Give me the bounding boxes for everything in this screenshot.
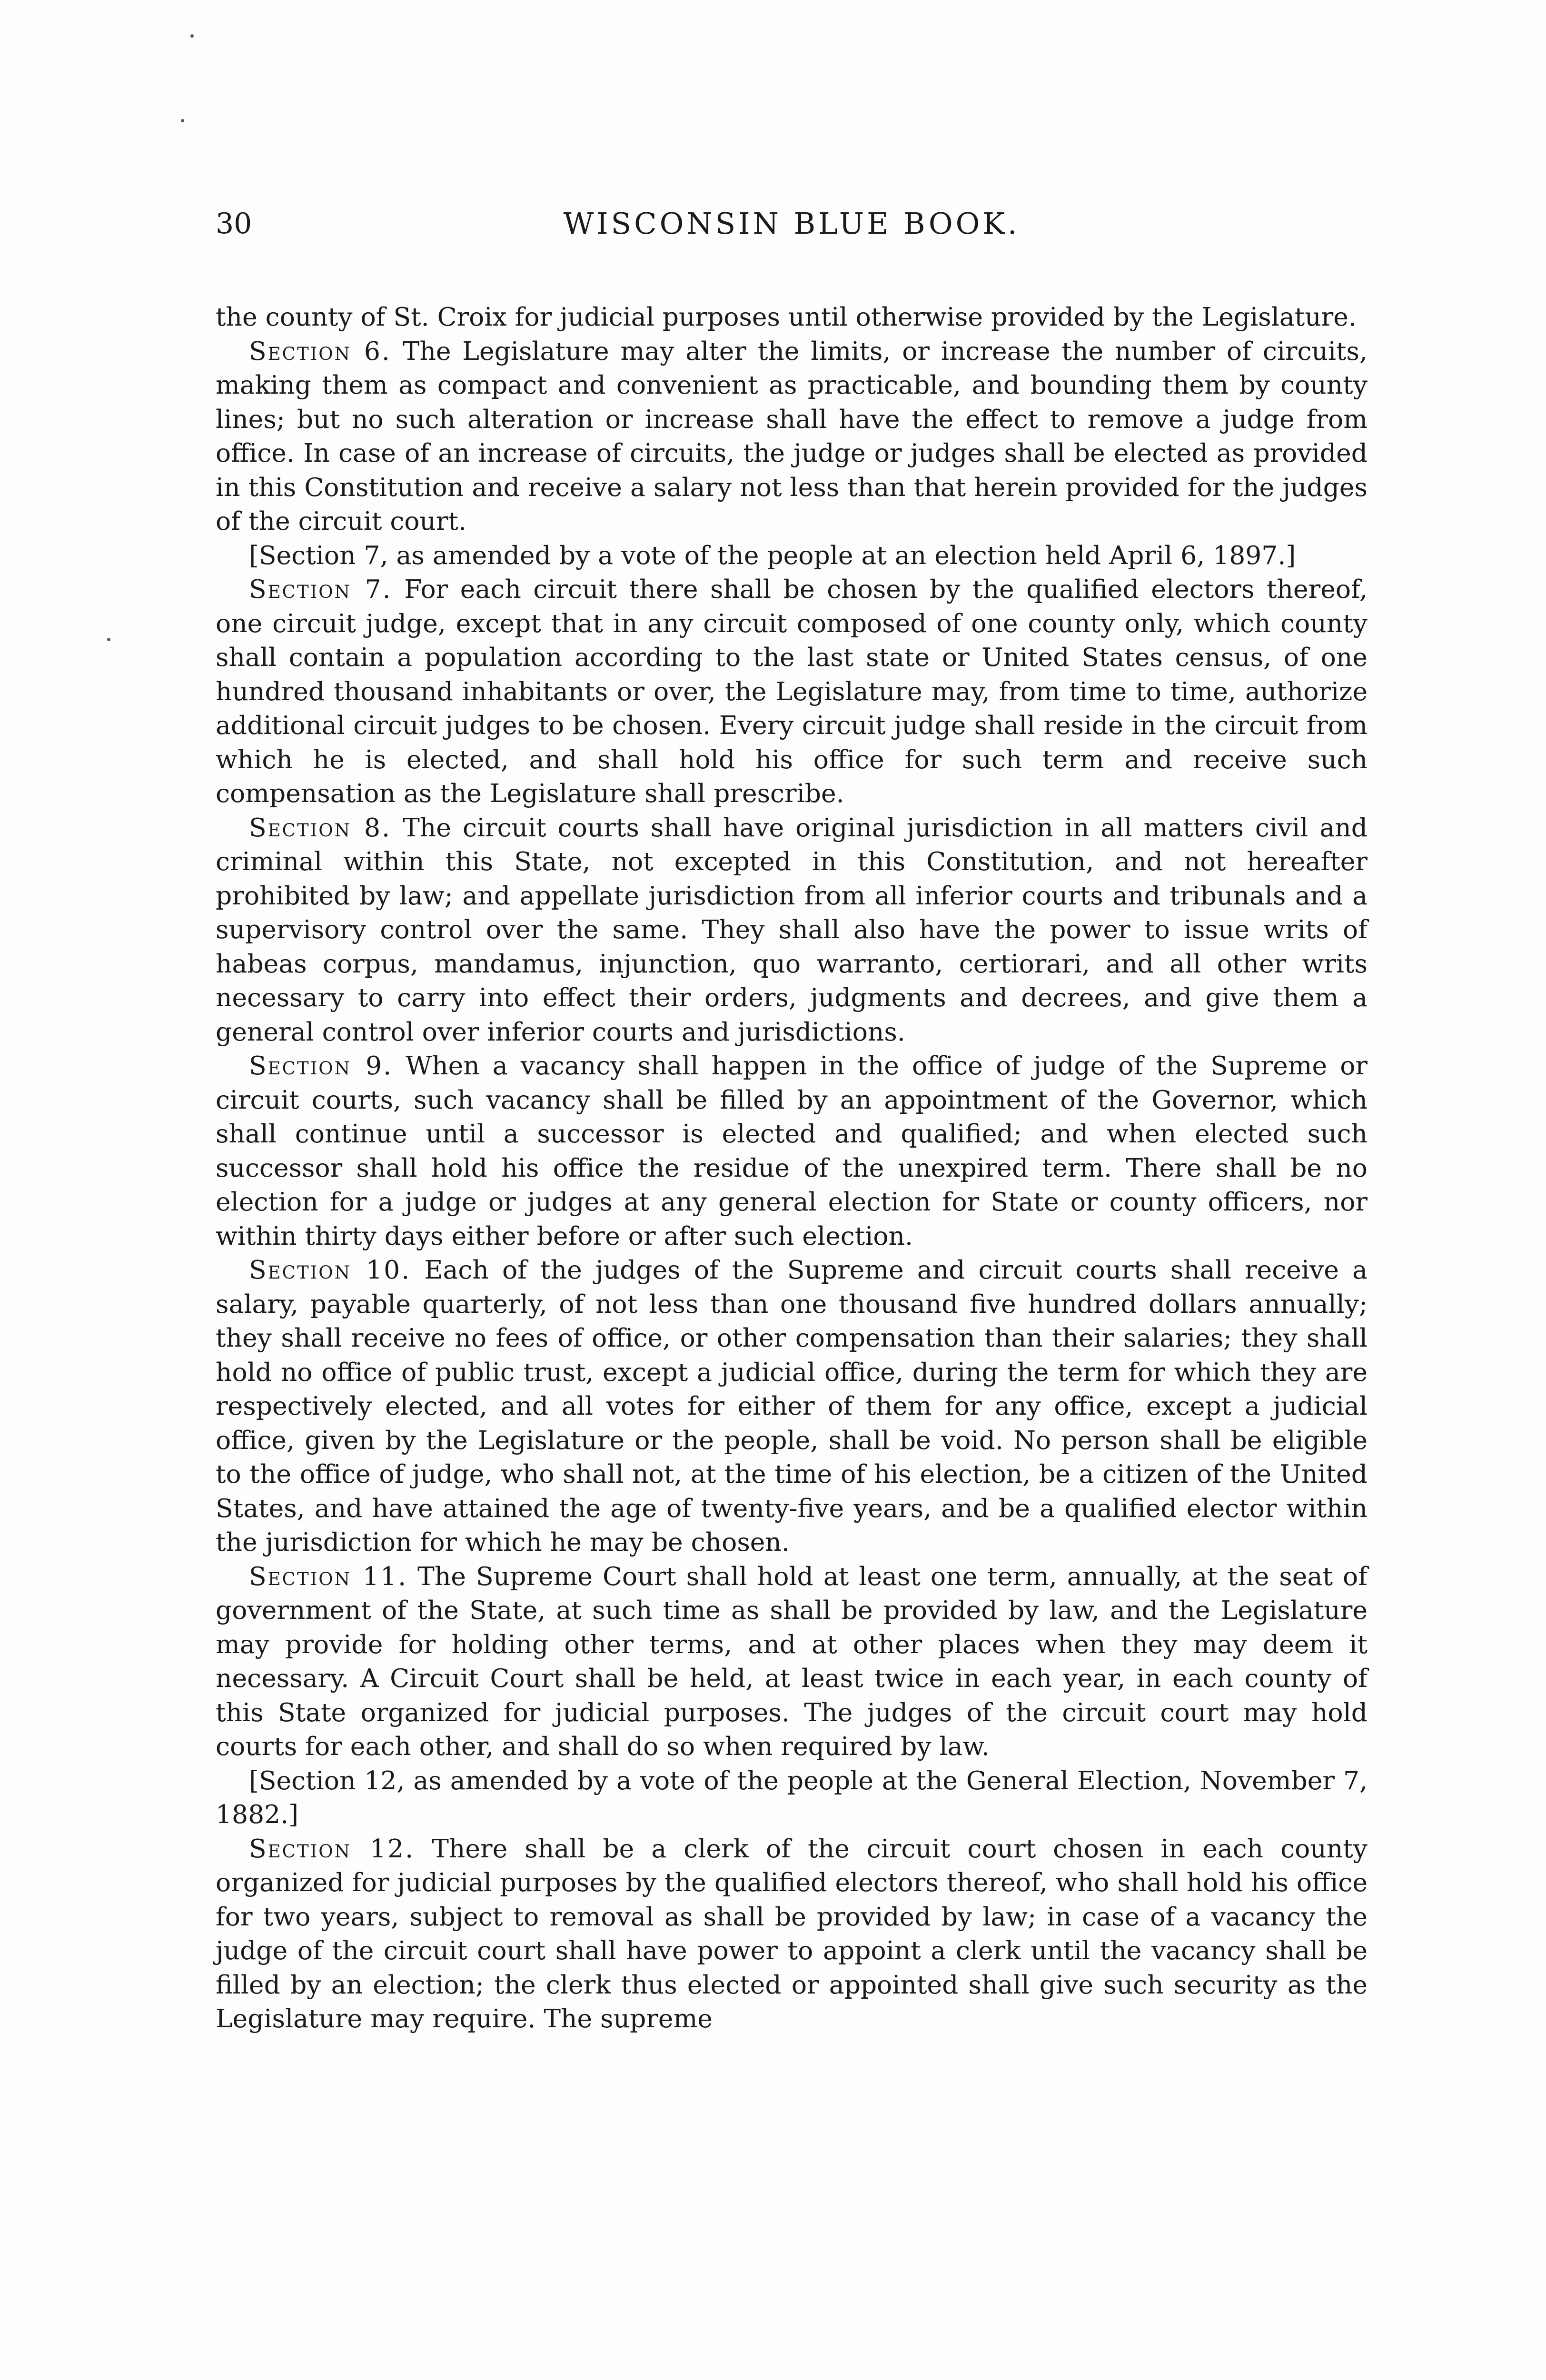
section-10-paragraph	[216, 1253, 1368, 1559]
amendment-text: [Section 7, as amended by a vote of the people at an election held April 6, 1897.]	[249, 540, 1296, 570]
page-header	[216, 200, 1368, 257]
amendment-text: [Section 12, as amended by a vote of the people at the General Election, November 7, 1882.]	[216, 1765, 1368, 1829]
paragraph-text: the county of St. Croix for judicial purposes until otherwise provided by the Legislature.	[216, 302, 1357, 332]
section-7-paragraph	[216, 572, 1368, 811]
section-label: Section 12.	[249, 1833, 415, 1864]
print-speck	[107, 638, 110, 641]
section-text: The Supreme Court shall hold at least one term, annually, at the seat of government of the State, at such time as shall be provided by law, and the Legislature may provide for holding other terms, and at other places when they may deem it necessary. A Circuit Court shall be held, at least twice in each year, in each county of this State organized for judicial purposes. The judges of the circuit court may hold courts for each other, and shall do so when required by law.	[216, 1561, 1368, 1761]
print-speck	[181, 119, 184, 122]
paragraph-continuation	[216, 300, 1368, 334]
section-label: Section 6.	[249, 336, 391, 366]
section-12-paragraph	[216, 1832, 1368, 2036]
section-text: The circuit courts shall have original jurisdiction in all matters civil and criminal within this State, not excepted in this Constitution, and not hereafter prohibited by law; and appellate jurisdiction from all inferior courts and tribunals and a supervisory control over the same. They shall also have the power to issue writs of habeas corpus, mandamus, injunction, quo warranto, certiorari, and all other writs necessary to carry into effect their orders, judgments and decrees, and give them a general control over inferior courts and jurisdictions.	[216, 812, 1368, 1047]
amendment-note	[216, 538, 1368, 573]
section-6-paragraph	[216, 334, 1368, 538]
section-label: Section 9.	[249, 1051, 393, 1081]
amendment-note	[216, 1764, 1368, 1832]
body-text	[216, 300, 1368, 2036]
section-11-paragraph	[216, 1559, 1368, 1764]
running-title: WISCONSIN BLUE BOOK.	[563, 206, 1020, 241]
section-label: Section 11.	[249, 1561, 408, 1591]
section-text: Each of the judges of the Supreme and circuit courts shall receive a salary, payable quarterly, of not less than one thousand five hundred dollars annually; they shall receive no fees of office, or other compensation than their salaries; they shall hold no office of public trust, except a judicial office, during the term for which they are respectively elected, and all votes for either of them for any office, except a judicial office, given by the Legislature or the people, shall be void. No person shall be eligible to the office of judge, who shall not, at the time of his election, be a citizen of the United States, and have attained the age of twenty-five years, and be a qualified elector within the jurisdiction for which he may be chosen.	[216, 1255, 1368, 1557]
section-text: There shall be a clerk of the circuit court chosen in each county organized for judicial purposes by the qualified electors thereof, who shall hold his office for two years, subject to removal as shall be provided by law; in case of a vacancy the judge of the circuit court shall have power to appoint a clerk until the vacancy shall be filled by an election; the clerk thus elected or appointed shall give such security as the Legislature may require. The supreme	[216, 1833, 1368, 2033]
section-text: The Legislature may alter the limits, or increase the number of circuits, making them as compact and convenient as practicable, and bounding them by county lines; but no such alteration or increase shall have the effect to remove a judge from office. In case of an increase of circuits, the judge or judges shall be elected as provided in this Constitution and receive a salary not less than that herein provided for the judges of the circuit court.	[216, 336, 1368, 536]
page-number: 30	[216, 207, 252, 240]
section-label: Section 10.	[249, 1255, 411, 1285]
section-text: When a vacancy shall happen in the office of judge of the Supreme or circuit courts, such vacancy shall be filled by an appointment of the Governor, which shall continue until a successor is elected and qualified; and when elected such successor shall hold his office the residue of the unexpired term. There shall be no election for a judge or judges at any general election for State or county officers, nor within thirty days either before or after such election.	[216, 1051, 1368, 1251]
section-label: Section 8.	[249, 812, 392, 843]
print-speck	[190, 34, 194, 38]
section-9-paragraph	[216, 1049, 1368, 1253]
section-8-paragraph	[216, 811, 1368, 1049]
section-label: Section 7.	[249, 574, 392, 604]
section-text: For each circuit there shall be chosen by the qualified electors thereof, one circuit judge, except that in any circuit composed of one county only, which county shall contain a population according to the last state or United States census, of one hundred thousand inhabitants or over, the Legislature may, from time to time, authorize additional circuit judges to be chosen. Every circuit judge shall reside in the circuit from which he is elected, and shall hold his office for such term and receive such compensation as the Legislature shall prescribe.	[216, 574, 1368, 808]
